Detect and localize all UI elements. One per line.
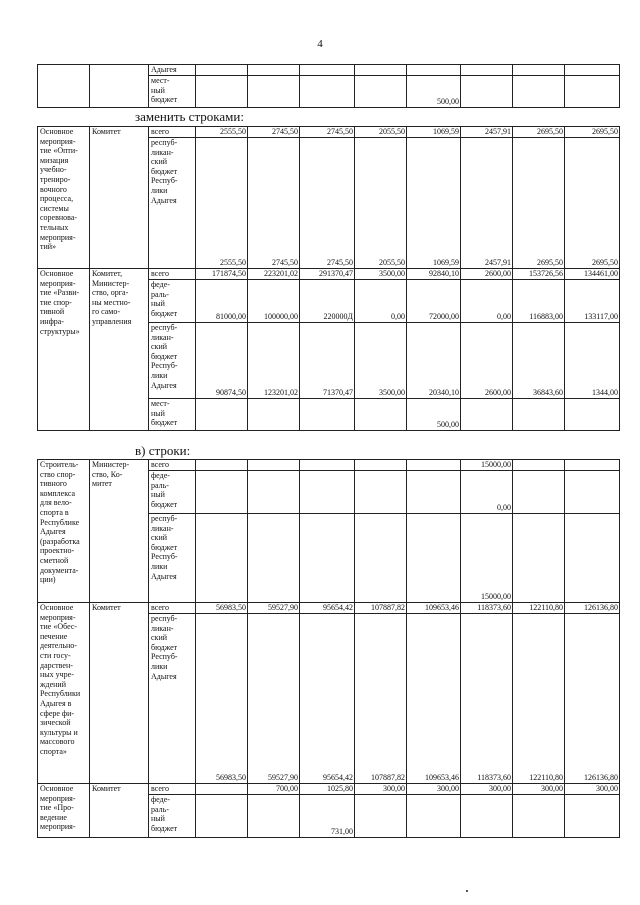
value-cell: [196, 471, 248, 514]
value-cell: 2555,50: [196, 138, 248, 269]
value-cell: 300,00: [407, 784, 461, 795]
value-cell: 2600,00: [461, 323, 513, 399]
source-cell: респуб- ликан- ский бюджет Респуб- лики Адыгея: [149, 514, 196, 603]
value-cell: 95654,42: [300, 603, 355, 614]
value-cell: [513, 76, 565, 108]
value-cell: [248, 514, 300, 603]
value-cell: 126136,80: [565, 603, 620, 614]
source-cell: респуб- ликан- ский бюджет Респуб- лики Адыгея: [149, 614, 196, 784]
value-cell: [513, 399, 565, 431]
source-cell: всего: [149, 127, 196, 138]
value-cell: 2745,50: [248, 138, 300, 269]
source-cell: всего: [149, 784, 196, 795]
value-cell: [355, 514, 407, 603]
value-cell: [300, 471, 355, 514]
value-cell: 1069,59: [407, 127, 461, 138]
value-cell: [513, 471, 565, 514]
value-cell: 109653,46: [407, 603, 461, 614]
executor-cell: Комитет: [90, 127, 149, 269]
value-cell: [461, 65, 513, 76]
executor-cell: Министер- ство, Ко- митет: [90, 460, 149, 603]
value-cell: 171874,50: [196, 269, 248, 280]
value-cell: [513, 65, 565, 76]
value-cell: [407, 460, 461, 471]
value-cell: [355, 460, 407, 471]
value-cell: 109653,46: [407, 614, 461, 784]
value-cell: [355, 471, 407, 514]
source-cell: респуб- ликан- ский бюджет Респуб- лики Адыгея: [149, 138, 196, 269]
value-cell: [513, 460, 565, 471]
top-table: [37, 64, 620, 108]
value-cell: 223201,02: [248, 269, 300, 280]
value-cell: 300,00: [461, 784, 513, 795]
executor-cell: [90, 65, 149, 108]
value-cell: 2055,50: [355, 127, 407, 138]
event-cell: Строитель- ство спор- тивного комплекса для вело- спорта в Республике Адыгея (разработка проектно- сметной документа- ции): [38, 460, 90, 603]
value-cell: 300,00: [355, 784, 407, 795]
value-cell: 90874,50: [196, 323, 248, 399]
value-cell: 2695,50: [565, 138, 620, 269]
value-cell: 700,00: [248, 784, 300, 795]
value-cell: 118373,60: [461, 603, 513, 614]
value-cell: [248, 76, 300, 108]
value-cell: [355, 795, 407, 838]
event-cell: Основное мероприя- тие «Опти- мизация учебно- трениро- вочного процесса, системы соревнова- тельных мероприя- тий»: [38, 127, 90, 269]
value-cell: 2055,50: [355, 138, 407, 269]
value-cell: [513, 514, 565, 603]
value-cell: [300, 76, 355, 108]
value-cell: [355, 76, 407, 108]
v-table: [37, 459, 620, 838]
value-cell: 123201,02: [248, 323, 300, 399]
source-cell: Адыгея: [149, 65, 196, 76]
value-cell: [565, 471, 620, 514]
value-cell: 122110,80: [513, 614, 565, 784]
value-cell: [565, 460, 620, 471]
executor-cell: Комитет: [90, 603, 149, 784]
value-cell: [407, 471, 461, 514]
value-cell: 291370,47: [300, 269, 355, 280]
executor-cell: Комитет, Министер- ство, орга- ны местно- го само- управления: [90, 269, 149, 431]
value-cell: 15000,00: [461, 460, 513, 471]
source-cell: всего: [149, 460, 196, 471]
value-cell: 0,00: [355, 280, 407, 323]
value-cell: 72000,00: [407, 280, 461, 323]
value-cell: [565, 65, 620, 76]
value-cell: [196, 795, 248, 838]
value-cell: 500,00: [407, 76, 461, 108]
value-cell: [248, 399, 300, 431]
value-cell: [355, 65, 407, 76]
event-cell: Основное мероприя- тие «Про- ведение мероприя-: [38, 784, 90, 838]
source-cell: всего: [149, 603, 196, 614]
value-cell: [300, 514, 355, 603]
value-cell: [196, 399, 248, 431]
value-cell: 500,00: [407, 399, 461, 431]
value-cell: 0,00: [461, 280, 513, 323]
value-cell: [565, 514, 620, 603]
page-number: 4: [317, 38, 323, 50]
source-cell: респуб- ликан- ский бюджет Респуб- лики Адыгея: [149, 323, 196, 399]
source-cell: всего: [149, 269, 196, 280]
value-cell: [461, 399, 513, 431]
value-cell: [300, 460, 355, 471]
value-cell: [196, 514, 248, 603]
value-cell: [513, 795, 565, 838]
value-cell: 220000Д: [300, 280, 355, 323]
value-cell: [196, 460, 248, 471]
value-cell: 1069,59: [407, 138, 461, 269]
event-cell: Основное мероприя- тие «Разви- тие спор- тивной инфра- структуры»: [38, 269, 90, 431]
value-cell: 2745,50: [300, 127, 355, 138]
value-cell: 126136,80: [565, 614, 620, 784]
value-cell: 1344,00: [565, 323, 620, 399]
source-cell: феде- раль- ный бюджет: [149, 795, 196, 838]
value-cell: 0,00: [461, 471, 513, 514]
value-cell: 2457,91: [461, 127, 513, 138]
executor-cell: Комитет: [90, 784, 149, 838]
v-heading: в) строки:: [135, 443, 191, 458]
value-cell: 36843,60: [513, 323, 565, 399]
value-cell: [407, 795, 461, 838]
value-cell: 107887,82: [355, 603, 407, 614]
value-cell: 100000,00: [248, 280, 300, 323]
value-cell: 15000,00: [461, 514, 513, 603]
value-cell: 118373,60: [461, 614, 513, 784]
replace-table: [37, 126, 620, 431]
value-cell: [355, 399, 407, 431]
value-cell: 3500,00: [355, 323, 407, 399]
value-cell: [407, 65, 461, 76]
value-cell: [248, 460, 300, 471]
value-cell: 56983,50: [196, 603, 248, 614]
value-cell: 2695,50: [565, 127, 620, 138]
value-cell: 2555,50: [196, 127, 248, 138]
source-cell: феде- раль- ный бюджет: [149, 280, 196, 323]
source-cell: феде- раль- ный бюджет: [149, 471, 196, 514]
value-cell: [565, 795, 620, 838]
source-cell: мест- ный бюджет: [149, 76, 196, 108]
value-cell: 2745,50: [248, 127, 300, 138]
value-cell: 59527,90: [248, 603, 300, 614]
value-cell: 59527,90: [248, 614, 300, 784]
value-cell: [461, 795, 513, 838]
value-cell: [300, 65, 355, 76]
value-cell: 122110,80: [513, 603, 565, 614]
value-cell: [248, 471, 300, 514]
value-cell: 153726,56: [513, 269, 565, 280]
value-cell: 3500,00: [355, 269, 407, 280]
value-cell: 92840,10: [407, 269, 461, 280]
value-cell: 1025,80: [300, 784, 355, 795]
value-cell: [461, 76, 513, 108]
value-cell: [407, 514, 461, 603]
value-cell: 134461,00: [565, 269, 620, 280]
value-cell: [196, 65, 248, 76]
event-cell: Основное мероприя- тие «Обес- печение деятельно- сти госу- дарствен- ных учре- ждений Республики Адыгея в сфере фи- зической культуры и массового спорта»: [38, 603, 90, 784]
value-cell: 81000,00: [196, 280, 248, 323]
value-cell: 2695,50: [513, 127, 565, 138]
value-cell: 71370,47: [300, 323, 355, 399]
value-cell: [196, 784, 248, 795]
value-cell: 2600,00: [461, 269, 513, 280]
scan-mark: [466, 890, 468, 892]
value-cell: 107887,82: [355, 614, 407, 784]
value-cell: 300,00: [565, 784, 620, 795]
value-cell: 56983,50: [196, 614, 248, 784]
value-cell: 2457,91: [461, 138, 513, 269]
replace-heading: заменить строками:: [135, 109, 244, 124]
value-cell: [248, 795, 300, 838]
event-cell: [38, 65, 90, 108]
value-cell: 300,00: [513, 784, 565, 795]
value-cell: 20340,10: [407, 323, 461, 399]
value-cell: [196, 76, 248, 108]
value-cell: [300, 399, 355, 431]
value-cell: [248, 65, 300, 76]
source-cell: мест- ный бюджет: [149, 399, 196, 431]
value-cell: 731,00: [300, 795, 355, 838]
value-cell: 2745,50: [300, 138, 355, 269]
value-cell: 133117,00: [565, 280, 620, 323]
value-cell: [565, 399, 620, 431]
value-cell: 95654,42: [300, 614, 355, 784]
value-cell: 116883,00: [513, 280, 565, 323]
value-cell: [565, 76, 620, 108]
value-cell: 2695,50: [513, 138, 565, 269]
